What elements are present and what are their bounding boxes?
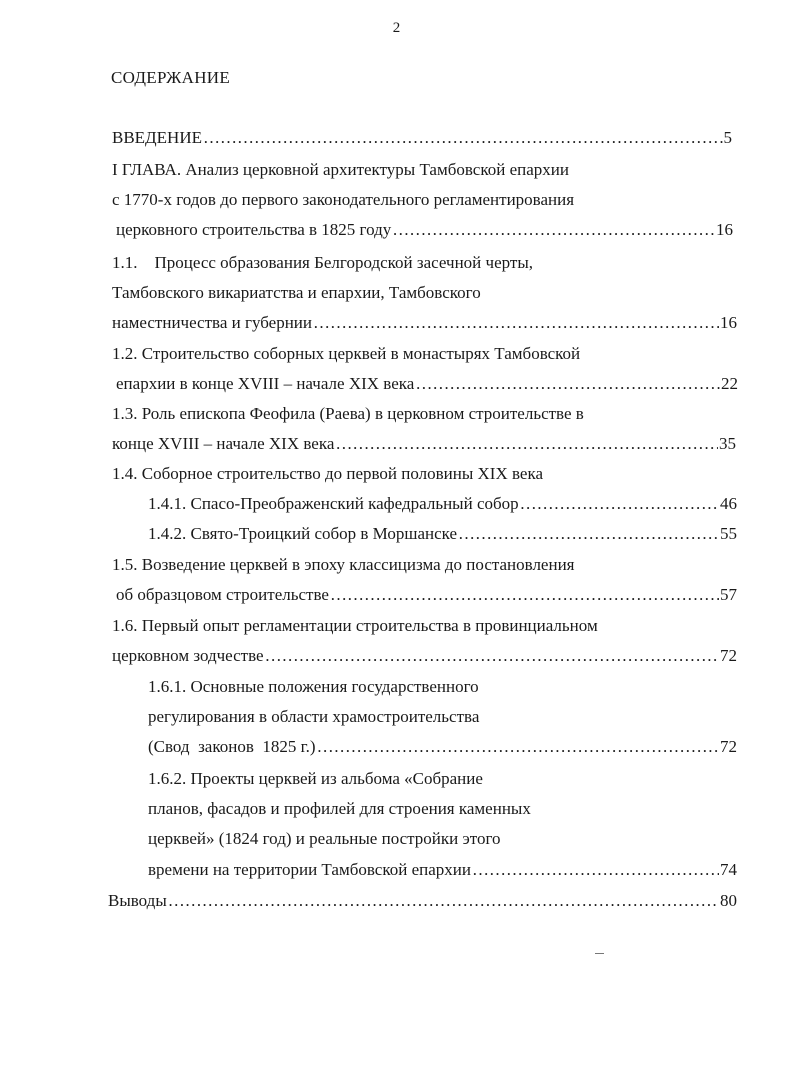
toc-page-number: 5 xyxy=(723,128,732,147)
toc-entry-text: (Свод законов 1825 г.) xyxy=(148,737,316,756)
leader-dots xyxy=(392,220,715,240)
toc-page-number: 80 xyxy=(720,891,737,910)
leader-dots xyxy=(203,128,723,148)
toc-entry-line: 1.5. Возведение церквей в эпоху классицизма до постановления xyxy=(112,555,575,574)
toc-entry-line: 1.3. Роль епископа Феофила (Раева) в церковном строительстве в xyxy=(112,404,584,423)
leader-dots xyxy=(313,313,719,333)
toc-entry-conclusions xyxy=(108,891,737,911)
toc-page-number: 72 xyxy=(720,646,737,665)
toc-page-number: 74 xyxy=(720,860,737,879)
toc-entry-line: с 1770-х годов до первого законодательного регламентирования xyxy=(112,190,575,209)
toc-entry-chapter-1 xyxy=(116,220,733,240)
toc-title: СОДЕРЖАНИЕ xyxy=(111,68,231,87)
leader-dots xyxy=(265,646,719,666)
toc-entry-1-5 xyxy=(116,585,737,605)
leader-dots xyxy=(317,737,719,757)
toc-entry-text: времени на территории Тамбовской епархии xyxy=(148,860,471,879)
leader-dots xyxy=(520,494,719,514)
leader-dots xyxy=(458,524,719,544)
toc-entry-line: 1.6.1. Основные положения государственного xyxy=(148,677,479,696)
toc-entry-1-3 xyxy=(112,434,736,454)
leader-dots xyxy=(472,860,719,880)
toc-page-number: 72 xyxy=(720,737,737,756)
toc-entry-line: 1.2. Строительство соборных церквей в монастырях Тамбовской xyxy=(112,344,581,363)
toc-entry-line: 1.6.2. Проекты церквей из альбома «Собрание xyxy=(148,769,483,788)
toc-page-number: 22 xyxy=(721,374,738,393)
page-number: 2 xyxy=(392,20,401,36)
toc-entry-line: планов, фасадов и профилей для строения каменных xyxy=(148,799,531,818)
toc-entry-text: об образцовом строительстве xyxy=(116,585,329,604)
toc-page-number: 46 xyxy=(720,494,737,513)
toc-entry-1-6 xyxy=(112,646,737,666)
toc-entry-line: регулирования в области храмостроительства xyxy=(148,707,480,726)
toc-entry-line: I ГЛАВА. Анализ церковной архитектуры Тамбовской епархии xyxy=(112,160,569,179)
toc-entry-1-6-1 xyxy=(148,737,737,757)
toc-entry-text: 1.4.2. Свято-Троицкий собор в Моршанске xyxy=(148,524,458,543)
leader-dots xyxy=(330,585,719,605)
toc-page-number: 55 xyxy=(720,524,737,543)
toc-entry-text: наместничества и губернии xyxy=(112,313,312,332)
toc-entry-line: 1.6. Первый опыт регламентации строительства в провинциальном xyxy=(112,616,598,635)
toc-entry-intro xyxy=(112,128,732,148)
toc-entry-line: 1.1. Процесс образования Белгородской засечной черты, xyxy=(112,253,533,272)
toc-entry-1-6-2 xyxy=(148,860,737,880)
toc-entry-1-4-1 xyxy=(148,494,737,514)
toc-entry-text: 1.4.1. Спасо-Преображенский кафедральный собор xyxy=(148,494,519,513)
toc-entry-line: Тамбовского викариатства и епархии, Тамбовского xyxy=(112,283,481,302)
toc-entry-line: 1.4. Соборное строительство до первой половины XIX века xyxy=(112,464,544,483)
toc-entry-text: церковного строительства в 1825 году xyxy=(116,220,392,239)
toc-page-number: 16 xyxy=(720,313,737,332)
toc-page-number: 35 xyxy=(719,434,736,453)
toc-page-number: 16 xyxy=(716,220,733,239)
toc-entry-text: церковном зодчестве xyxy=(112,646,264,665)
leader-dots xyxy=(168,891,719,911)
toc-entry-1-4-2 xyxy=(148,524,737,544)
toc-entry-text: Выводы xyxy=(108,891,167,910)
leader-dots xyxy=(335,434,718,454)
toc-entry-text: конце XVIII – начале XIX века xyxy=(112,434,335,453)
toc-entry-text: епархии в конце XVIII – начале XIX века xyxy=(116,374,415,393)
leader-dots xyxy=(415,374,720,394)
toc-page-number: 57 xyxy=(720,585,737,604)
toc-entry-1-1 xyxy=(112,313,737,333)
toc-entry-1-2 xyxy=(116,374,738,394)
toc-entry-text: ВВЕДЕНИЕ xyxy=(112,128,202,147)
scan-mark xyxy=(595,953,604,954)
toc-entry-line: церквей» (1824 год) и реальные постройки этого xyxy=(148,829,501,848)
